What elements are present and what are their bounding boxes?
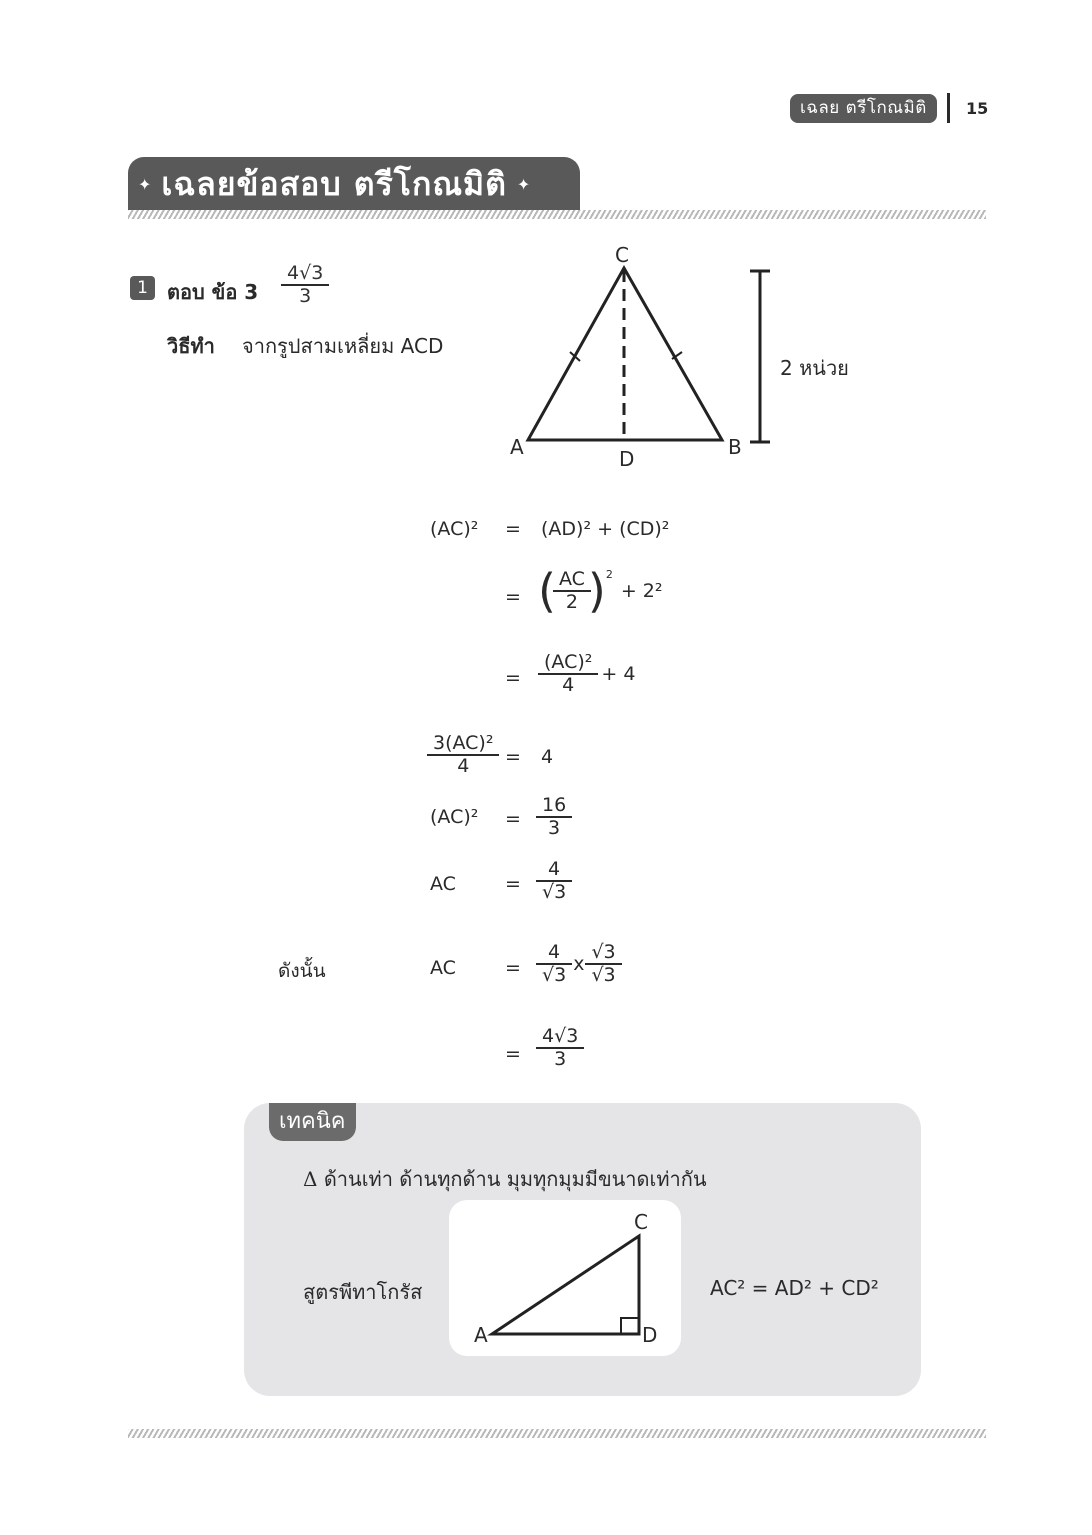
step-7-lhs: AC (430, 957, 456, 979)
step-6-lhs: AC (430, 873, 456, 895)
rt-vertex-d: D (642, 1323, 658, 1347)
page-number: 15 (966, 99, 989, 118)
step-5-eq: = (505, 808, 521, 830)
step-7-rhs: $\frac{4}{√3}$ x $\frac{√3}{√3}$ (539, 942, 619, 986)
question-number-badge: 1 (130, 276, 155, 300)
step-5-rhs: $\frac{16}{3}$ (539, 795, 569, 839)
star-icon: ✦ (516, 174, 531, 194)
answer-label: ตอบ ข้อ 3 (167, 280, 259, 304)
step-2-rhs: ( $\frac{AC}{2}$ ) $^2$ + 2² (538, 564, 663, 618)
step-1-rhs: (AD)² + (CD)² (541, 518, 670, 540)
step-1-eq: = (505, 518, 521, 540)
vertex-label-c: C (615, 243, 629, 267)
header-divider (947, 93, 950, 123)
rt-vertex-a: A (474, 1323, 488, 1347)
page-title (128, 157, 580, 211)
star-icon: ✦ (138, 174, 152, 194)
step-7-eq: = (505, 957, 521, 979)
method-text: จากรูปสามเหลี่ยม ACD (242, 334, 444, 358)
section-badge: เฉลย ตรีโกณมิติ (790, 94, 937, 123)
answer-value: $\frac{4√3}{3}$ (284, 263, 326, 307)
step-6-rhs: $\frac{4}{√3}$ (539, 859, 569, 903)
step-3-rhs: $\frac{\text{(AC)²}}{4}$ + 4 (541, 652, 635, 696)
title-underline (128, 210, 986, 219)
vertex-label-b: B (728, 435, 742, 459)
vertex-label-d: D (619, 447, 635, 471)
step-2-eq: = (505, 586, 521, 608)
step-5-lhs: (AC)² (430, 806, 479, 828)
technique-tag: เทคนิค (269, 1103, 356, 1141)
step-6-eq: = (505, 873, 521, 895)
therefore-label: ดังนั้น (278, 960, 326, 982)
pythagoras-label: สูตรพีทาโกรัส (303, 1280, 423, 1304)
step-8-rhs: $\frac{4√3}{3}$ (539, 1026, 581, 1070)
method-label: วิธีทำ (167, 334, 215, 358)
pythagoras-formula: AC² = AD² + CD² (710, 1276, 879, 1300)
height-label: 2 หน่วย (780, 356, 849, 380)
step-1-lhs: (AC)² (430, 518, 479, 540)
step-3-eq: = (505, 667, 521, 689)
step-8-eq: = (505, 1043, 521, 1065)
footer-divider (128, 1429, 986, 1438)
step-4-rhs: 4 (541, 746, 554, 768)
delta-icon: Δ (303, 1167, 318, 1191)
technique-note: Δ ด้านเท่า ด้านทุกด้าน มุมทุกมุมมีขนาดเท่ากัน (303, 1167, 707, 1191)
page-title-text: เฉลยข้อสอบ ตรีโกณมิติ (161, 164, 507, 203)
step-4-eq: = (505, 746, 521, 768)
vertex-label-a: A (510, 435, 524, 459)
step-4-lhs: $\frac{\text{3(AC)²}}{4}$ (430, 733, 496, 777)
rt-vertex-c: C (634, 1210, 648, 1234)
